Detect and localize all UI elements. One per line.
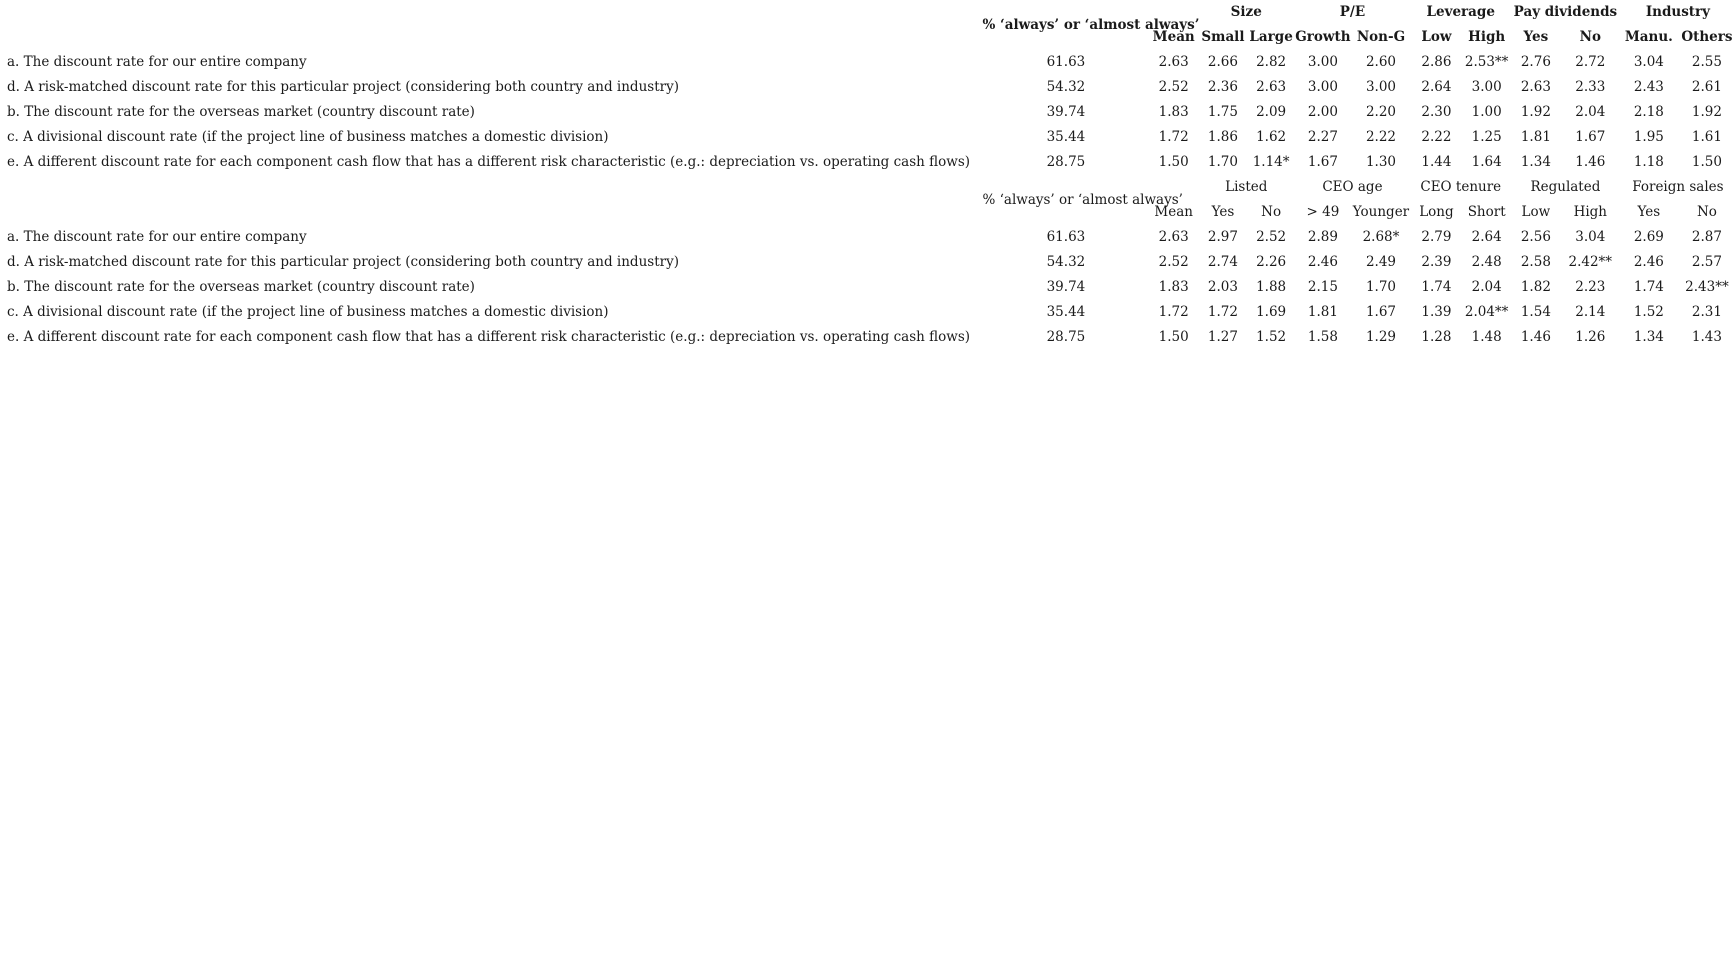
- table-cell: 2.63: [1520, 79, 1551, 95]
- table-cell: 1.74: [1421, 279, 1452, 295]
- table-cell: 1.50: [1158, 154, 1189, 170]
- table-cell: 1.14*: [1252, 154, 1290, 170]
- column-subheader: Younger: [1352, 204, 1410, 220]
- table-cell: 1.50: [1158, 329, 1189, 345]
- table-cell: 2.82: [1256, 54, 1287, 70]
- table-cell: 2.87: [1691, 229, 1722, 245]
- column-subheader: Growth: [1295, 29, 1351, 45]
- table-cell: 2.61: [1691, 79, 1722, 95]
- table-cell: 1.81: [1520, 129, 1551, 145]
- column-subheader: Low: [1521, 204, 1551, 220]
- table-cell: 2.22: [1365, 129, 1396, 145]
- document-page: [0, 0, 1736, 350]
- pct-header: % ‘always’ or ‘almost always’: [982, 16, 1200, 33]
- group-header: CEO age: [1322, 179, 1383, 195]
- pct-value: 61.63: [1046, 54, 1086, 70]
- table-cell: 2.03: [1207, 279, 1238, 295]
- table-cell: 1.64: [1471, 154, 1502, 170]
- pct-header: % ‘always’ or ‘almost always’: [982, 191, 1183, 208]
- header-blank: [0, 0, 983, 50]
- table-cell: 2.04**: [1464, 304, 1509, 320]
- table-cell: 1.43: [1691, 329, 1722, 345]
- table-row: [0, 125, 1736, 150]
- table-cell: 1.25: [1471, 129, 1502, 145]
- discount-rate-survey-table: [0, 0, 1736, 350]
- table-cell: 1.34: [1520, 154, 1551, 170]
- question-label: e. A different discount rate for each component cash flow that has a different risk characteristic (e.g.: depreciation vs. operating cash flows): [7, 329, 971, 345]
- table-cell: 1.88: [1256, 279, 1287, 295]
- question-label: b. The discount rate for the overseas market (country discount rate): [7, 104, 475, 120]
- table-cell: 2.46: [1633, 254, 1664, 270]
- column-subheader: Small: [1201, 29, 1245, 45]
- table-cell: 2.30: [1421, 104, 1452, 120]
- table-cell: 1.67: [1575, 129, 1606, 145]
- header-blank: [0, 175, 983, 225]
- table-cell: 1.95: [1633, 129, 1664, 145]
- table-cell: 3.04: [1575, 229, 1606, 245]
- table-cell: 1.74: [1633, 279, 1664, 295]
- table-cell: 2.00: [1307, 104, 1338, 120]
- table-cell: 2.57: [1691, 254, 1722, 270]
- table-cell: 2.86: [1421, 54, 1452, 70]
- table-cell: 1.18: [1633, 154, 1664, 170]
- table-cell: 2.42**: [1568, 254, 1613, 270]
- table-cell: 1.39: [1421, 304, 1452, 320]
- column-subheader: High: [1468, 29, 1506, 45]
- group-header: Industry: [1645, 4, 1710, 20]
- question-label: e. A different discount rate for each component cash flow that has a different risk characteristic (e.g.: depreciation vs. operating cash flows): [7, 154, 971, 170]
- table-cell: 2.58: [1520, 254, 1551, 270]
- column-subheader: No: [1579, 29, 1601, 45]
- table-cell: 2.76: [1520, 54, 1551, 70]
- table-row: [0, 75, 1736, 100]
- table-cell: 2.63: [1158, 229, 1189, 245]
- table-cell: 1.92: [1691, 104, 1722, 120]
- group-header-row: [0, 0, 1736, 25]
- table-cell: 2.04: [1575, 104, 1606, 120]
- group-header: Size: [1230, 4, 1262, 20]
- column-subheader: Yes: [1211, 204, 1235, 220]
- table-cell: 1.72: [1158, 129, 1189, 145]
- table-cell: 2.66: [1207, 54, 1238, 70]
- pct-value: 28.75: [1046, 154, 1086, 170]
- table-cell: 1.75: [1207, 104, 1238, 120]
- table-cell: 2.56: [1520, 229, 1551, 245]
- pct-value: 54.32: [1046, 79, 1086, 95]
- table-cell: 1.58: [1307, 329, 1338, 345]
- pct-value: 39.74: [1046, 104, 1086, 120]
- column-subheader: Manu.: [1624, 29, 1673, 45]
- column-subheader: Yes: [1523, 29, 1549, 45]
- column-subheader: Others: [1681, 29, 1733, 45]
- group-header: Pay dividends: [1513, 4, 1618, 20]
- table-cell: 2.36: [1207, 79, 1238, 95]
- column-subheader: Mean: [1154, 204, 1193, 220]
- table-row: [0, 150, 1736, 175]
- table-cell: 3.00: [1307, 54, 1338, 70]
- table-cell: 2.23: [1575, 279, 1606, 295]
- group-header: P/E: [1339, 4, 1366, 20]
- table-row: [0, 100, 1736, 125]
- table-cell: 2.79: [1421, 229, 1452, 245]
- table-cell: 1.82: [1520, 279, 1551, 295]
- table-cell: 1.83: [1158, 279, 1189, 295]
- table-cell: 1.44: [1421, 154, 1452, 170]
- table-cell: 2.46: [1307, 254, 1338, 270]
- table-cell: 2.72: [1575, 54, 1606, 70]
- table-cell: 2.52: [1158, 79, 1189, 95]
- question-label: c. A divisional discount rate (if the project line of business matches a domestic division): [7, 129, 609, 145]
- table-cell: 2.55: [1691, 54, 1722, 70]
- column-subheader: Mean: [1152, 29, 1195, 45]
- table-cell: 2.09: [1256, 104, 1287, 120]
- table-cell: 1.69: [1256, 304, 1287, 320]
- table-cell: 2.39: [1421, 254, 1452, 270]
- table-cell: 1.92: [1520, 104, 1551, 120]
- column-subheader: Low: [1421, 29, 1452, 45]
- column-subheader: High: [1573, 204, 1607, 220]
- table-cell: 1.54: [1520, 304, 1551, 320]
- table-cell: 2.69: [1633, 229, 1664, 245]
- pct-value: 35.44: [1046, 129, 1086, 145]
- pct-value: 39.74: [1046, 279, 1086, 295]
- table-cell: 2.63: [1158, 54, 1189, 70]
- table-cell: 1.50: [1691, 154, 1722, 170]
- column-subheader: Non-G: [1356, 29, 1406, 45]
- table-cell: 3.04: [1633, 54, 1664, 70]
- table-cell: 1.28: [1421, 329, 1452, 345]
- table-cell: 2.15: [1307, 279, 1338, 295]
- column-subheader: No: [1696, 204, 1717, 220]
- table-cell: 2.60: [1365, 54, 1396, 70]
- table-cell: 2.64: [1421, 79, 1452, 95]
- column-subheader: Large: [1249, 29, 1293, 45]
- table-cell: 2.52: [1158, 254, 1189, 270]
- table-cell: 1.52: [1633, 304, 1664, 320]
- table-cell: 2.14: [1575, 304, 1606, 320]
- table-row: [0, 50, 1736, 75]
- table-cell: 2.52: [1256, 229, 1287, 245]
- table-row: [0, 225, 1736, 250]
- table-cell: 2.63: [1256, 79, 1287, 95]
- table-cell: 1.62: [1256, 129, 1287, 145]
- table-cell: 2.53**: [1464, 54, 1509, 70]
- pct-value: 35.44: [1046, 304, 1086, 320]
- table-cell: 2.18: [1633, 104, 1664, 120]
- table-cell: 1.70: [1207, 154, 1238, 170]
- table-cell: 2.26: [1256, 254, 1287, 270]
- table-cell: 1.72: [1207, 304, 1238, 320]
- table-cell: 2.89: [1307, 229, 1338, 245]
- table-cell: 1.29: [1365, 329, 1396, 345]
- table-cell: 3.00: [1365, 79, 1396, 95]
- question-label: d. A risk-matched discount rate for this particular project (considering both country and industry): [7, 79, 679, 95]
- group-header: CEO tenure: [1420, 179, 1502, 195]
- table-cell: 2.27: [1307, 129, 1338, 145]
- table-cell: 2.04: [1471, 279, 1502, 295]
- table-cell: 1.70: [1365, 279, 1396, 295]
- table-cell: 1.81: [1307, 304, 1338, 320]
- table-row: [0, 275, 1736, 300]
- group-header: Listed: [1225, 179, 1268, 195]
- column-subheader: Long: [1419, 204, 1454, 220]
- table-cell: 3.00: [1307, 79, 1338, 95]
- table-cell: 1.67: [1307, 154, 1338, 170]
- pct-value: 54.32: [1046, 254, 1086, 270]
- table-cell: 1.67: [1365, 304, 1396, 320]
- table-cell: 2.31: [1691, 304, 1722, 320]
- pct-value: 61.63: [1046, 229, 1086, 245]
- table-cell: 1.48: [1471, 329, 1502, 345]
- table-cell: 2.49: [1365, 254, 1396, 270]
- table-cell: 1.86: [1207, 129, 1238, 145]
- table-cell: 3.00: [1471, 79, 1502, 95]
- table-cell: 2.33: [1575, 79, 1606, 95]
- question-label: c. A divisional discount rate (if the project line of business matches a domestic division): [7, 304, 609, 320]
- table-cell: 2.20: [1365, 104, 1396, 120]
- table-cell: 1.27: [1207, 329, 1238, 345]
- table-row: [0, 300, 1736, 325]
- table-cell: 2.74: [1207, 254, 1238, 270]
- table-cell: 1.61: [1691, 129, 1722, 145]
- group-header: Regulated: [1530, 179, 1601, 195]
- group-header: Foreign sales: [1632, 179, 1724, 195]
- column-subheader: Short: [1467, 204, 1506, 220]
- table-cell: 2.48: [1471, 254, 1502, 270]
- table-cell: 1.72: [1158, 304, 1189, 320]
- column-subheader: No: [1261, 204, 1282, 220]
- table-cell: 1.30: [1365, 154, 1396, 170]
- pct-value: 28.75: [1046, 329, 1086, 345]
- table-cell: 2.68*: [1362, 229, 1400, 245]
- table-cell: 1.83: [1158, 104, 1189, 120]
- column-subheader: > 49: [1306, 204, 1340, 220]
- table-cell: 2.43: [1633, 79, 1664, 95]
- question-label: a. The discount rate for our entire company: [7, 229, 307, 245]
- group-header-row: [0, 175, 1736, 200]
- column-subheader: Yes: [1637, 204, 1661, 220]
- question-label: d. A risk-matched discount rate for this particular project (considering both country and industry): [7, 254, 679, 270]
- table-cell: 2.64: [1471, 229, 1502, 245]
- table-cell: 1.34: [1633, 329, 1664, 345]
- table-cell: 1.52: [1256, 329, 1287, 345]
- question-label: a. The discount rate for our entire company: [7, 54, 307, 70]
- table-cell: 1.46: [1575, 154, 1606, 170]
- table-cell: 2.97: [1207, 229, 1238, 245]
- table-row: [0, 325, 1736, 350]
- table-cell: 1.46: [1520, 329, 1551, 345]
- group-header: Leverage: [1426, 4, 1495, 20]
- table-cell: 1.26: [1575, 329, 1606, 345]
- table-cell: 2.43**: [1685, 279, 1729, 295]
- table-row: [0, 250, 1736, 275]
- table-cell: 2.22: [1421, 129, 1452, 145]
- table-cell: 1.00: [1471, 104, 1502, 120]
- question-label: b. The discount rate for the overseas market (country discount rate): [7, 279, 475, 295]
